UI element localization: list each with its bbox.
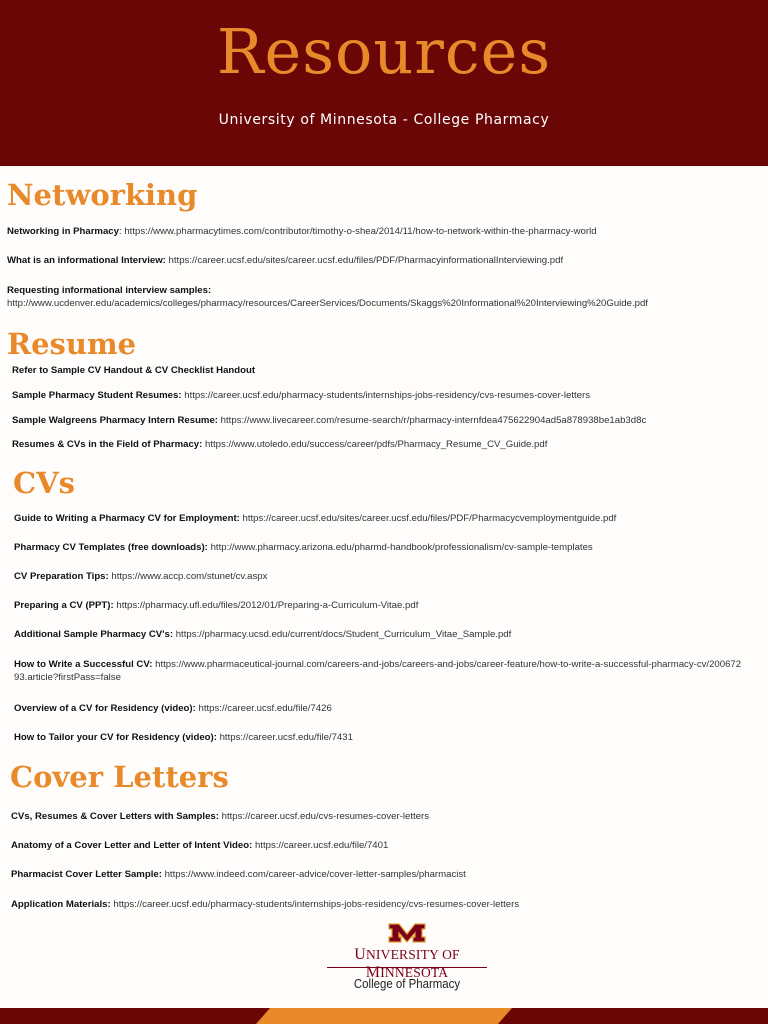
resource-url[interactable]: https://pharmacy.ufl.edu/files/2012/01/Preparing-a-Curriculum-Vitae.pdf — [116, 600, 419, 611]
resource-entry — [14, 628, 511, 641]
section-heading-cover-letters: Cover Letters — [10, 760, 229, 794]
resource-label: CV Preparation Tips: — [14, 571, 109, 582]
resource-url[interactable]: https://career.ucsf.edu/pharmacy-students/internships-jobs-residency/cvs-resumes-cover-letters — [184, 390, 590, 401]
resource-entry — [7, 284, 648, 310]
resource-url[interactable]: https://www.livecareer.com/resume-search/r/pharmacy-internfdea475622904ad5a878938be1ab3d8c — [220, 415, 647, 426]
resource-url[interactable]: https://career.ucsf.edu/pharmacy-students/internships-jobs-residency/cvs-resumes-cover-letters — [113, 899, 520, 910]
resource-url[interactable]: https://career.ucsf.edu/sites/career.ucsf.edu/files/PDF/Pharmacycvemploymentguide.pdf — [242, 513, 617, 524]
resource-entry — [12, 364, 255, 377]
resource-entry — [11, 868, 466, 881]
logo-divider — [327, 967, 487, 968]
resource-url[interactable]: https://career.ucsf.edu/file/7426 — [198, 703, 332, 714]
resource-url[interactable]: http://www.ucdenver.edu/academics/colleges/pharmacy/resources/CareerServices/Documents/Skaggs%20Informational%20Interviewing%20Guide.pdf — [7, 298, 648, 309]
resource-entry — [14, 599, 418, 612]
resource-url[interactable]: https://www.accp.com/stunet/cv.aspx — [111, 571, 268, 582]
resource-entry — [14, 570, 267, 583]
resource-entry — [14, 512, 616, 525]
resource-url[interactable]: https://www.indeed.com/career-advice/cover-letter-samples/pharmacist — [164, 869, 466, 880]
university-logo — [322, 922, 492, 1000]
resource-entry — [14, 658, 744, 684]
logo-university-name: UNIVERSITY OF MINNESOTA — [354, 946, 460, 981]
block-m-icon — [387, 922, 427, 944]
resource-label: Networking in Pharmacy — [7, 226, 119, 237]
resource-url[interactable]: https://career.ucsf.edu/file/7431 — [219, 732, 353, 743]
resource-label: Sample Pharmacy Student Resumes: — [12, 390, 182, 401]
resource-label: Preparing a CV (PPT): — [14, 600, 114, 611]
resource-label: Application Materials: — [11, 899, 111, 910]
resource-label: Pharmacist Cover Letter Sample: — [11, 869, 162, 880]
resource-url[interactable]: https://www.pharmaceutical-journal.com/careers-and-jobs/careers-and-jobs/career-feature/how-to-write-a-successful-pharmacy-cv/20067293.article?firstPass=false — [14, 659, 742, 683]
resource-entry — [14, 731, 353, 744]
resource-label: Guide to Writing a Pharmacy CV for Employment: — [14, 513, 240, 524]
resource-entry — [12, 438, 547, 451]
resource-url[interactable]: https://career.ucsf.edu/file/7401 — [254, 840, 389, 851]
page-header — [0, 0, 768, 166]
resource-label: Refer to Sample CV Handout & CV Checklist Handout — [12, 365, 256, 376]
section-heading-resume: Resume — [7, 327, 137, 361]
resource-entry — [12, 389, 590, 402]
resource-url[interactable]: https://career.ucsf.edu/cvs-resumes-cover-letters — [221, 811, 430, 822]
resource-label: Overview of a CV for Residency (video): — [14, 703, 196, 714]
resource-label: What is an informational Interview: — [7, 255, 166, 266]
resource-entry — [7, 254, 563, 267]
page-subtitle: University of Minnesota - College Pharmacy — [218, 112, 550, 128]
resource-label: Resumes & CVs in the Field of Pharmacy: — [12, 439, 203, 450]
resource-url[interactable]: https://www.utoledo.edu/success/career/pdfs/Pharmacy_Resume_CV_Guide.pdf — [205, 439, 548, 450]
resource-label: Requesting informational interview samples: — [7, 285, 212, 296]
resource-label: CVs, Resumes & Cover Letters with Samples: — [11, 811, 219, 822]
resource-url[interactable]: http://www.pharmacy.arizona.edu/pharmd-handbook/professionalism/cv-sample-templates — [210, 542, 593, 553]
page-title: Resources — [216, 15, 552, 88]
resource-entry — [12, 414, 646, 427]
resource-entry — [11, 839, 388, 852]
section-heading-networking: Networking — [7, 178, 198, 212]
resource-url[interactable]: https://www.pharmacytimes.com/contributor/timothy-o-shea/2014/11/how-to-network-within-the-pharmacy-world — [124, 226, 597, 237]
resource-label: How to Write a Successful CV: — [14, 659, 153, 670]
section-heading-cvs: CVs — [13, 466, 75, 500]
resource-separator: : — [118, 226, 125, 237]
resource-label: Sample Walgreens Pharmacy Intern Resume: — [12, 415, 218, 426]
resource-label: How to Tailor your CV for Residency (video): — [14, 732, 217, 743]
resource-entry — [7, 225, 597, 238]
resource-url[interactable]: https://pharmacy.ucsd.edu/current/docs/Student_Curriculum_Vitae_Sample.pdf — [175, 629, 512, 640]
resource-url[interactable]: https://career.ucsf.edu/sites/career.ucsf.edu/files/PDF/PharmacyinformationalInterviewing.pdf — [168, 255, 564, 266]
resource-label: Additional Sample Pharmacy CV's: — [14, 629, 174, 640]
resource-label: Pharmacy CV Templates (free downloads): — [14, 542, 208, 553]
resource-entry — [11, 898, 519, 911]
resource-entry — [14, 702, 332, 715]
resource-entry — [14, 541, 593, 554]
footer-accent — [256, 1008, 512, 1024]
resource-label: Anatomy of a Cover Letter and Letter of Intent Video: — [11, 840, 253, 851]
resource-entry — [11, 810, 429, 823]
logo-college-name: College of Pharmacy — [353, 976, 461, 991]
